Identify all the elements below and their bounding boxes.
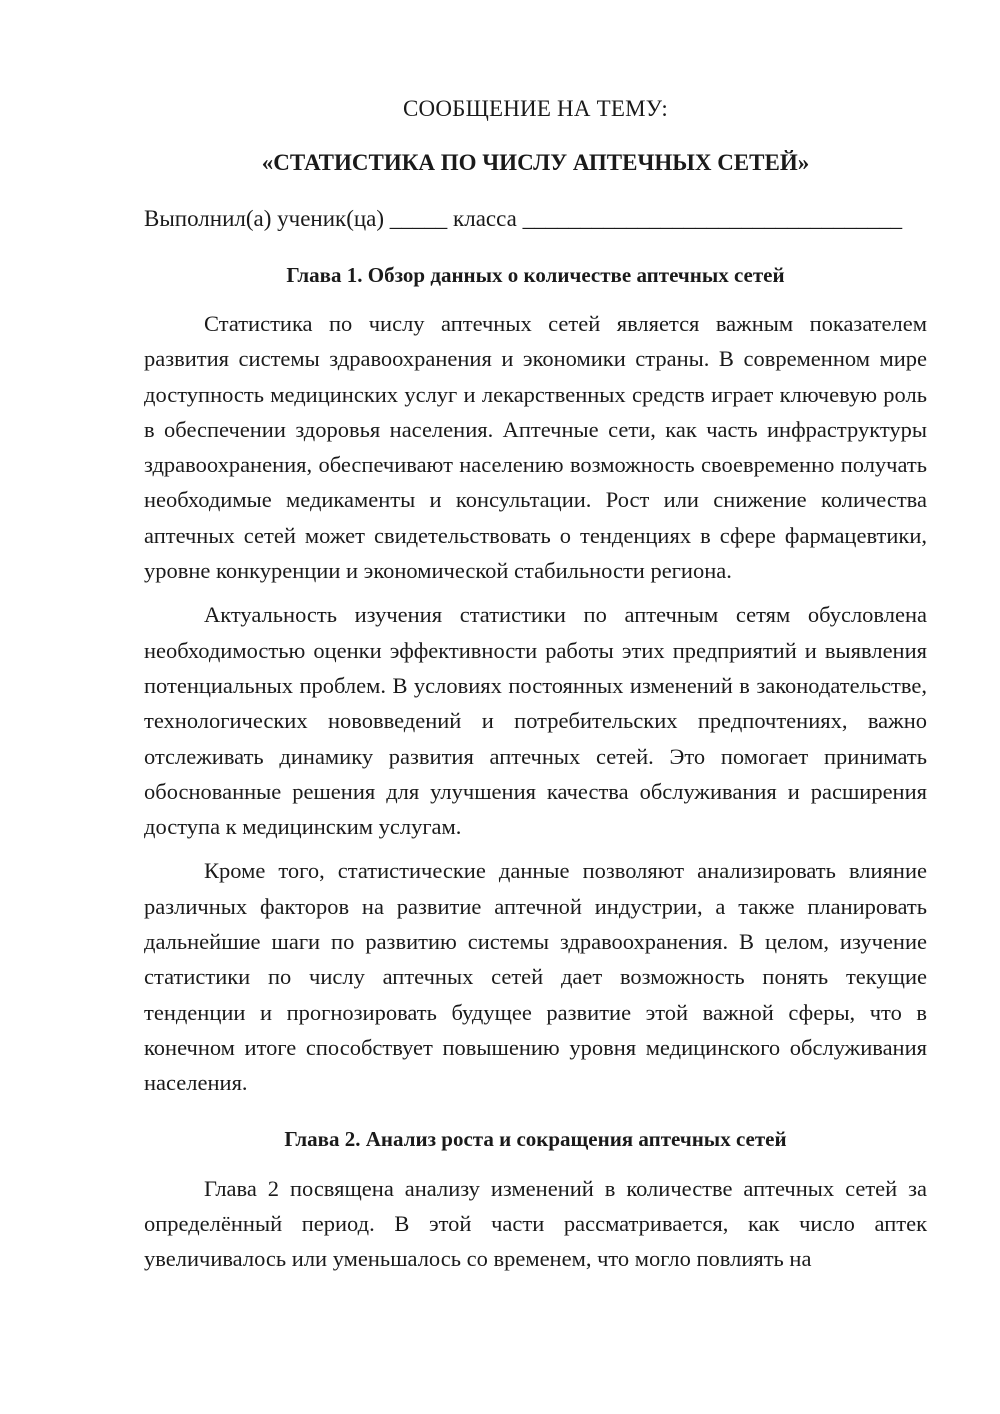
chapter-2 (144, 1124, 927, 1277)
chapter-2-paragraph-1: Глава 2 посвящена анализу изменений в количестве аптечных сетей за определённый период. В этой части рассматривается, как число аптек увеличивалось или уменьшалось со временем, что могло повлиять на (144, 1175, 927, 1272)
chapter-1-paragraph-2: Актуальность изучения статистики по аптечным сетям обусловлена необходимостью оценки эффективности работы этих предприятий и выявления потенциальных проблем. В условиях постоянных изменений в законодательстве, технологических нововведений и потребительских предпочтениях, важно отслеживать динамику развития аптечных сетей. Это помогает принимать обоснованные решения для улучшения качества обслуживания и расширения доступа к медицинским услугам. (144, 602, 927, 840)
chapter-1-heading: Глава 1. Обзор данных о количестве аптечных сетей (286, 263, 785, 287)
author-line: Выполнил(а) ученик(ца) _____ класса _________________________________ (144, 206, 903, 231)
chapter-1 (144, 260, 927, 1101)
document-title-line-1: СООБЩЕНИЕ НА ТЕМУ: (403, 96, 668, 121)
chapter-1-paragraph-3: Кроме того, статистические данные позволяют анализировать влияние различных факторов на развитие аптечной индустрии, а также планировать дальнейшие шаги по развитию системы здравоохранения. В целом, изучение статистики по числу аптечных сетей дает возможность понять текущие тенденции и прогнозировать будущее развитие этой важной сферы, что в конечном итоге способствует повышению уровня медицинского обслуживания населения. (144, 858, 927, 1096)
chapter-2-heading: Глава 2. Анализ роста и сокращения аптечных сетей (284, 1126, 787, 1151)
document-title-line-2: «СТАТИСТИКА ПО ЧИСЛУ АПТЕЧНЫХ СЕТЕЙ» (261, 150, 810, 175)
chapter-1-paragraph-1: Статистика по числу аптечных сетей является важным показателем развития системы здравоохранения и экономики страны. В современном мире доступность медицинских услуг и лекарственных средств играет ключевую роль в обеспечении здоровья населения. Аптечные сети, как часть инфраструктуры здравоохранения, обеспечивают населению возможность своевременно получать необходимые медикаменты и консультации. Рост или снижение количества аптечных сетей может свидетельствовать о тенденциях в сфере фармацевтики, уровне конкуренции и экономической стабильности региона. (144, 311, 927, 584)
document-page (144, 88, 927, 1276)
